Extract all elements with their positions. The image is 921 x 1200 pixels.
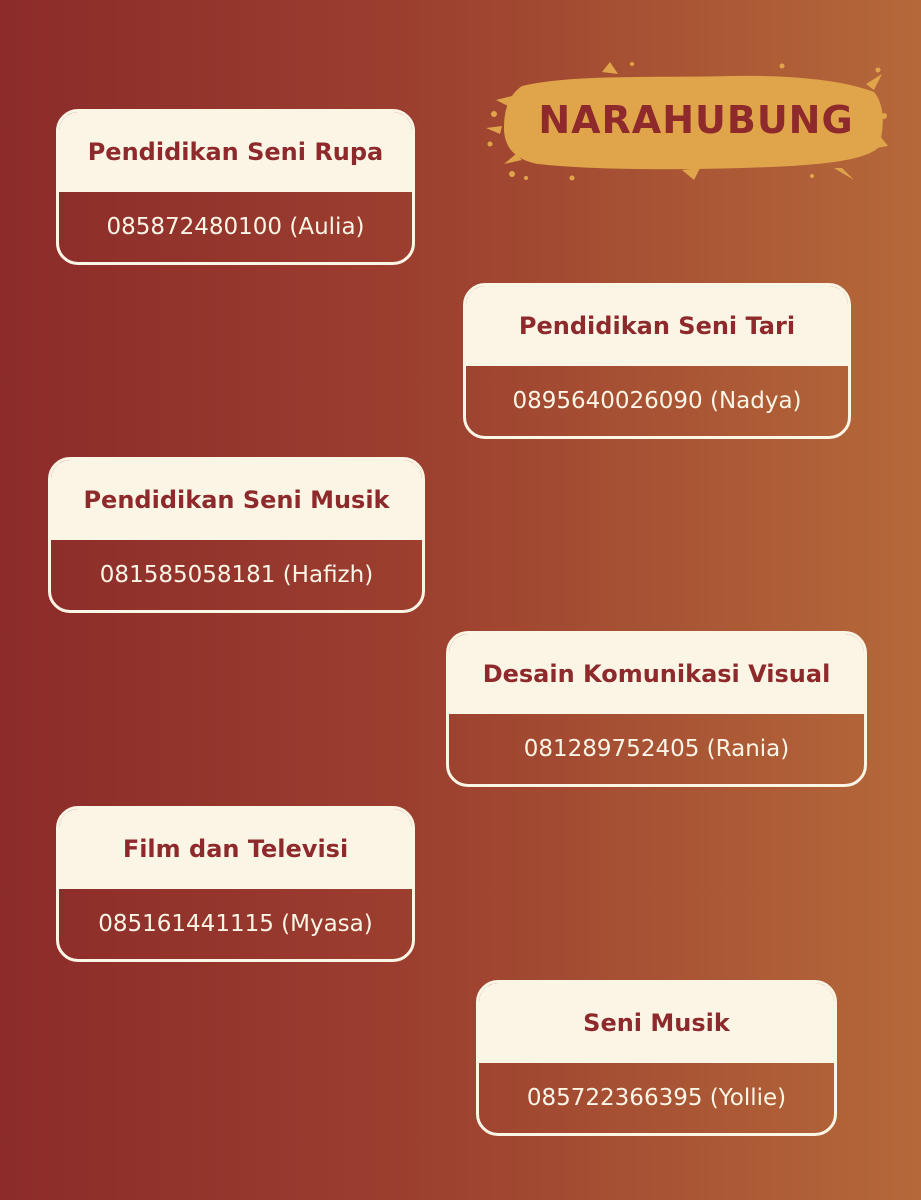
contact-phone: 085722366395 (Yollie)	[526, 1085, 787, 1111]
contact-card-dkv	[446, 631, 867, 787]
program-name: Desain Komunikasi Visual	[449, 634, 864, 714]
contact-phone: 0895640026090 (Nadya)	[512, 388, 802, 414]
program-name: Pendidikan Seni Rupa	[59, 112, 412, 192]
contact-card-seni-tari	[463, 283, 851, 439]
title-badge	[482, 56, 890, 184]
program-name: Pendidikan Seni Tari	[466, 286, 848, 366]
contact-phone: 085872480100 (Aulia)	[106, 214, 365, 240]
contact-phone: 081585058181 (Hafizh)	[99, 562, 374, 588]
page-title: NARAHUBUNG	[538, 98, 854, 142]
program-name: Film dan Televisi	[59, 809, 412, 889]
contact-phone: 081289752405 (Rania)	[523, 736, 790, 762]
contact-phone: 085161441115 (Myasa)	[98, 911, 373, 937]
program-name: Seni Musik	[479, 983, 834, 1063]
contact-card-seni-rupa	[56, 109, 415, 265]
contact-card-seni-musik-2	[476, 980, 837, 1136]
program-name: Pendidikan Seni Musik	[51, 460, 422, 540]
contact-card-seni-musik	[48, 457, 425, 613]
contact-card-film-televisi	[56, 806, 415, 962]
